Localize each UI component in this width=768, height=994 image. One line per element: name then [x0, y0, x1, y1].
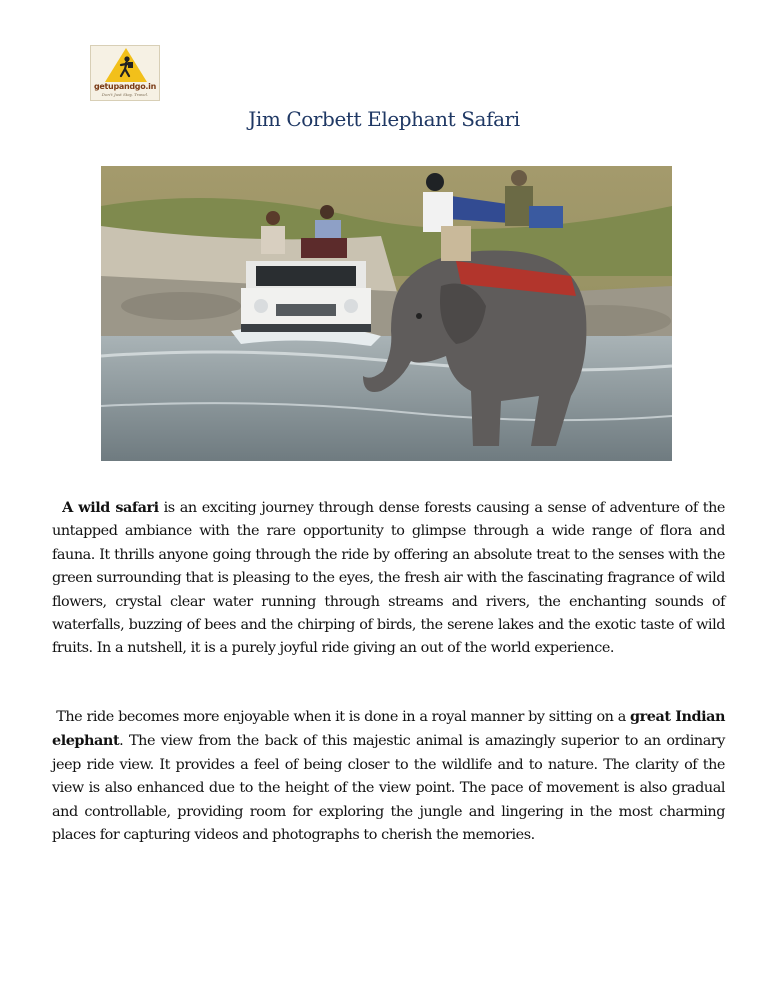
- paragraph-elephant-ride: [52, 705, 725, 847]
- elephant-safari-photo: [101, 166, 672, 461]
- paragraph-text-after: . The view from the back of this majestic animal is amazingly superior to an ordinary jeep ride view. It provides a feel of being closer to the wildlife and to nature. The clarity of the view is also enhanced due to the height of the view point. The pace of movement is also gradual and controllable, providing room for exploring the jungle and lingering in the most charming places for capturing videos and photographs to cherish the memories.: [52, 733, 725, 844]
- paragraph-text-before: The ride becomes more enjoyable when it is done in a royal manner by sitting on a: [56, 709, 631, 725]
- paragraph-text: is an exciting journey through dense forests causing a sense of adventure of the untapped ambiance with the rare opportunity to glimpse through a wide range of flora and fauna. It thrills anyone going through the ride by offering an absolute treat to the senses with the green surrounding that is pleasing to the eyes, the fresh air with the fascinating fragrance of wild flowers, crystal clear water running through streams and rivers, the enchanting sounds of waterfalls, buzzing of bees and the chirping of birds, the serene lakes and the exotic taste of wild fruits. In a nutshell, it is a purely joyful ride giving an out of the world experience.: [52, 500, 726, 657]
- company-logo: [90, 45, 160, 101]
- paragraph-wild-safari: [52, 496, 725, 661]
- logo-tagline: Don't Just Stay. Travel.: [101, 92, 149, 97]
- logo-name: getupandgo.in: [93, 82, 157, 91]
- page-title: Jim Corbett Elephant Safari: [248, 107, 520, 131]
- bold-phrase-great-indian-elephant: great Indian elephant: [52, 708, 726, 750]
- bold-phrase-wild-safari: A wild safari: [62, 499, 159, 516]
